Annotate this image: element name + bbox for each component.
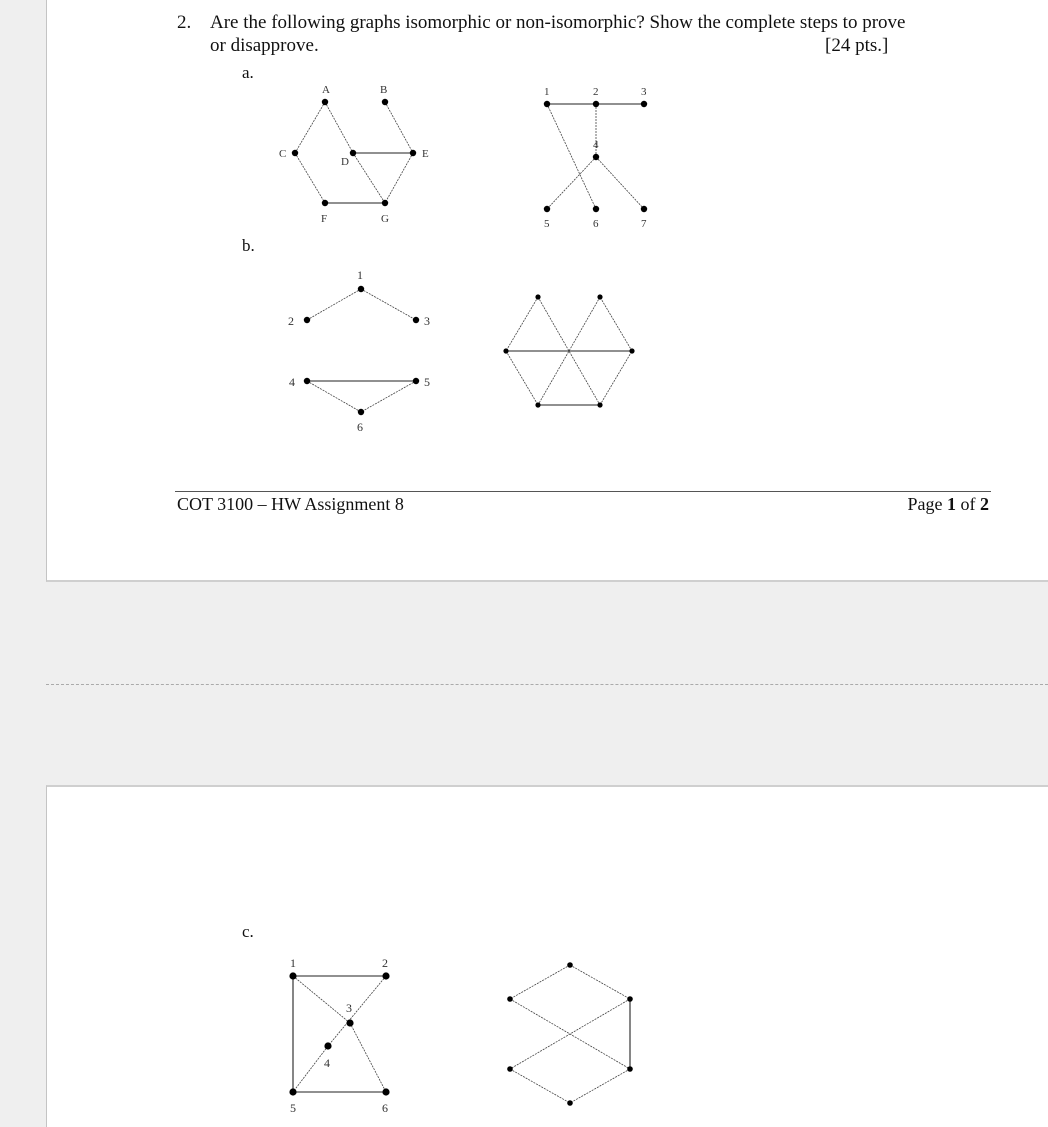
label-4: 4 <box>289 375 295 389</box>
node-tl <box>535 294 540 299</box>
label-6: 6 <box>593 218 599 230</box>
label-1: 1 <box>357 268 363 282</box>
node-tr <box>597 294 602 299</box>
edge-l-bl <box>506 351 538 405</box>
footer-page-word: Page <box>907 494 943 514</box>
node-bl <box>535 402 540 407</box>
node-lower-right <box>627 1066 633 1072</box>
label-1: 1 <box>544 86 550 98</box>
label-7: 7 <box>641 218 647 230</box>
graph-c-right <box>47 787 747 1127</box>
footer-rule <box>175 491 991 492</box>
part-c-label: c. <box>242 922 254 941</box>
edge-r-tr <box>600 297 632 351</box>
footer-page-number <box>908 494 990 515</box>
label-3: 3 <box>424 314 430 328</box>
label-3: 3 <box>641 86 647 98</box>
label-C: C <box>279 148 287 160</box>
node-lower-left <box>507 1066 513 1072</box>
edge-top-ur <box>570 965 630 999</box>
edge-br-r <box>600 351 632 405</box>
edge-top-ul <box>510 965 570 999</box>
label-2: 2 <box>288 314 294 328</box>
node-br <box>597 402 602 407</box>
label-5: 5 <box>544 218 550 230</box>
label-E: E <box>422 148 429 160</box>
footer-course-title: COT 3100 – HW Assignment 8 <box>177 494 404 514</box>
footer-page-total: 2 <box>980 494 989 514</box>
node-top <box>567 962 573 968</box>
label-G: G <box>381 213 389 225</box>
label-1: 1 <box>290 956 296 970</box>
label-A: A <box>322 84 330 96</box>
edge-lr-bottom <box>570 1069 630 1103</box>
node-l <box>503 348 508 353</box>
node-bottom <box>567 1100 573 1106</box>
document-page-1 <box>46 0 1048 582</box>
footer-of-word: of <box>960 494 976 514</box>
graph-b-right <box>47 0 747 458</box>
part-a-label: a. <box>242 63 254 82</box>
label-6: 6 <box>357 420 363 434</box>
label-6: 6 <box>382 1101 388 1115</box>
question-text-line2: or disapprove. <box>210 35 319 56</box>
label-4: 4 <box>593 139 599 151</box>
node-upper-right <box>627 996 633 1002</box>
label-2: 2 <box>382 956 388 970</box>
label-3: 3 <box>346 1001 352 1015</box>
question-number: 2. <box>177 12 192 33</box>
label-4: 4 <box>324 1056 330 1070</box>
node-r <box>629 348 634 353</box>
label-F: F <box>321 213 328 225</box>
question-points: [24 pts.] <box>825 35 889 56</box>
footer-page-current: 1 <box>947 494 956 514</box>
document-page-2 <box>46 785 1048 1127</box>
label-5: 5 <box>290 1101 296 1115</box>
edge-ll-bottom <box>510 1069 570 1103</box>
edge-tl-l <box>506 297 538 351</box>
label-D: D <box>341 156 349 168</box>
question-text-line1: Are the following graphs isomorphic or non-isomorphic? Show the complete steps to prove <box>210 12 906 33</box>
part-b-label: b. <box>242 236 255 255</box>
label-2: 2 <box>593 86 599 98</box>
node-upper-left <box>507 996 513 1002</box>
label-5: 5 <box>424 375 430 389</box>
label-B: B <box>380 84 388 96</box>
page-break-divider <box>46 684 1048 685</box>
